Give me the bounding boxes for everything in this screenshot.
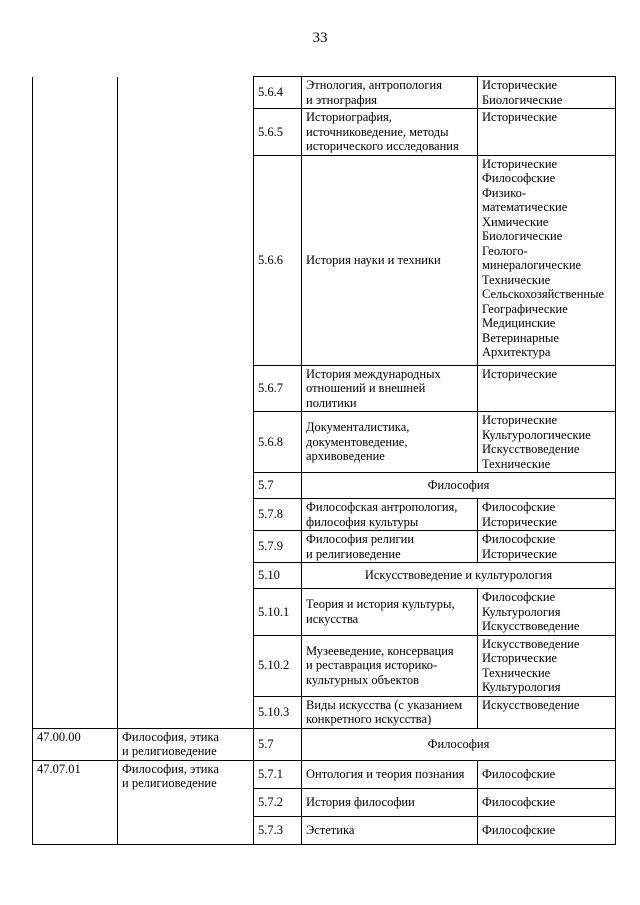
specialty-name <box>302 109 478 156</box>
cell-line: конкретного искусства) <box>306 712 432 726</box>
cell-line: философия культуры <box>306 514 419 529</box>
specialties-table <box>32 76 616 845</box>
specialty-name <box>302 77 478 109</box>
cell-line: Философия, этика <box>122 729 219 744</box>
specialty-code: 5.6.7 <box>254 365 302 412</box>
cell-line: отношений и внешней <box>306 381 426 395</box>
cell-line: Технические <box>482 456 551 471</box>
cell-line: Геолого- <box>482 243 528 258</box>
cell-line: политики <box>306 395 357 410</box>
specialty-code: 5.7 <box>254 728 302 760</box>
sciences-cell <box>478 531 616 563</box>
cell-line: Исторические <box>482 110 558 124</box>
cell-line: Философия, этика <box>122 761 219 776</box>
cell-line: Исторические <box>482 156 558 171</box>
table-row <box>33 760 616 788</box>
table-row <box>33 728 616 760</box>
sciences-cell <box>478 760 616 788</box>
cell-line: Философские <box>482 532 556 546</box>
cell-line: История науки и техники <box>306 252 441 267</box>
cell-line: Культурология <box>482 604 561 619</box>
sciences-cell <box>478 109 616 156</box>
cell-line: искусства <box>306 611 359 626</box>
group-title: Философия <box>302 728 616 760</box>
cell-line: Биологические <box>482 92 563 107</box>
specialty-name <box>302 589 478 636</box>
program-title <box>118 760 254 844</box>
specialty-name <box>302 499 478 531</box>
sciences-cell <box>478 499 616 531</box>
cell-line: Исторические <box>482 78 558 92</box>
cell-line: и этнография <box>306 92 378 107</box>
specialty-code: 5.10.3 <box>254 696 302 728</box>
cell-line: Ветеринарные <box>482 330 559 345</box>
cell-line: Документалистика, <box>306 420 410 435</box>
program-code: 47.00.00 <box>33 728 118 760</box>
cell-line: и религиоведение <box>306 546 401 561</box>
cell-line: Архитектура <box>482 345 551 359</box>
specialty-name <box>302 412 478 473</box>
cell-line: Эстетика <box>306 822 355 837</box>
specialty-code: 5.10.2 <box>254 635 302 696</box>
specialty-name <box>302 760 478 788</box>
specialty-code: 5.10 <box>254 563 302 589</box>
specialty-name <box>302 816 478 844</box>
cell-line: Химические <box>482 214 549 229</box>
specialty-name <box>302 788 478 816</box>
sciences-cell <box>478 696 616 728</box>
sciences-cell <box>478 635 616 696</box>
cell-line: и религиоведение <box>122 744 217 758</box>
sciences-cell <box>478 412 616 473</box>
specialty-code: 5.6.8 <box>254 412 302 473</box>
cell-line: Философская антропология, <box>306 500 458 514</box>
sciences-cell <box>478 816 616 844</box>
sciences-cell <box>478 77 616 109</box>
cell-line: Биологические <box>482 229 563 243</box>
cell-line: Исторические <box>482 366 558 381</box>
cell-line: Философские <box>482 766 556 781</box>
specialty-code: 5.7 <box>254 473 302 499</box>
cell-line: Исторические <box>482 514 558 529</box>
cell-line: Философские <box>482 822 556 837</box>
program-code: 47.07.01 <box>33 760 118 844</box>
specialty-code: 5.6.4 <box>254 77 302 109</box>
cell-line: Философия религии <box>306 532 415 546</box>
group-title: Искусствоведение и культурология <box>302 563 616 589</box>
cell-line: Виды искусства (с указанием <box>306 697 463 712</box>
program-code-cell <box>33 77 118 729</box>
specialty-code: 5.7.9 <box>254 531 302 563</box>
specialty-code: 5.7.3 <box>254 816 302 844</box>
specialty-code: 5.7.2 <box>254 788 302 816</box>
specialty-name <box>302 365 478 412</box>
sciences-cell <box>478 788 616 816</box>
specialty-code: 5.10.1 <box>254 589 302 636</box>
cell-line: История международных <box>306 366 441 381</box>
group-title: Философия <box>302 473 616 499</box>
cell-line: Музееведение, консервация <box>306 643 454 658</box>
cell-line: Философские <box>482 794 556 809</box>
sciences-cell <box>478 365 616 412</box>
cell-line: и религиоведение <box>122 776 217 790</box>
sciences-cell <box>478 589 616 636</box>
cell-line: Искусствоведение <box>482 619 580 633</box>
cell-line: Технические <box>482 665 551 680</box>
cell-line: Философские <box>482 171 556 185</box>
specialty-name <box>302 635 478 696</box>
cell-line: Культурология <box>482 680 561 694</box>
sciences-cell <box>478 155 616 365</box>
cell-line: Философские <box>482 500 556 514</box>
cell-line: и реставрация историко- <box>306 658 438 673</box>
cell-line: Исторические <box>482 546 558 561</box>
specialty-name <box>302 696 478 728</box>
cell-line: Технические <box>482 272 551 287</box>
specialty-code: 5.7.1 <box>254 760 302 788</box>
cell-line: математические <box>482 200 568 214</box>
cell-line: культурных объектов <box>306 672 419 687</box>
cell-line: Физико- <box>482 185 527 200</box>
cell-line: Культурологические <box>482 427 591 442</box>
cell-line: исторического исследования <box>306 139 459 153</box>
specialty-code: 5.6.5 <box>254 109 302 156</box>
cell-line: Исторические <box>482 651 558 665</box>
cell-line: источниковедение, методы <box>306 124 449 139</box>
specialty-name <box>302 155 478 365</box>
cell-line: Онтология и теория познания <box>306 766 465 781</box>
cell-line: Искусствоведение <box>482 636 580 651</box>
cell-line: документоведение, <box>306 434 408 449</box>
cell-line: История философии <box>306 794 415 809</box>
cell-line: минералогические <box>482 258 582 272</box>
cell-line: Географические <box>482 301 568 316</box>
program-title-cell <box>118 77 254 729</box>
page-number: 33 <box>312 30 328 46</box>
specialty-name <box>302 531 478 563</box>
program-title <box>118 728 254 760</box>
cell-line: Искусствоведение <box>482 697 580 712</box>
cell-line: Исторические <box>482 413 558 427</box>
cell-line: Философские <box>482 590 556 604</box>
cell-line: архивоведение <box>306 449 385 464</box>
cell-line: Искусствоведение <box>482 442 580 456</box>
cell-line: Этнология, антропология <box>306 78 442 92</box>
cell-line: Медицинские <box>482 316 556 330</box>
cell-line: Теория и история культуры, <box>306 597 455 612</box>
specialty-code: 5.6.6 <box>254 155 302 365</box>
cell-line: Сельскохозяйственные <box>482 287 605 301</box>
specialty-code: 5.7.8 <box>254 499 302 531</box>
cell-line: Историография, <box>306 110 392 124</box>
table-row <box>33 77 616 109</box>
